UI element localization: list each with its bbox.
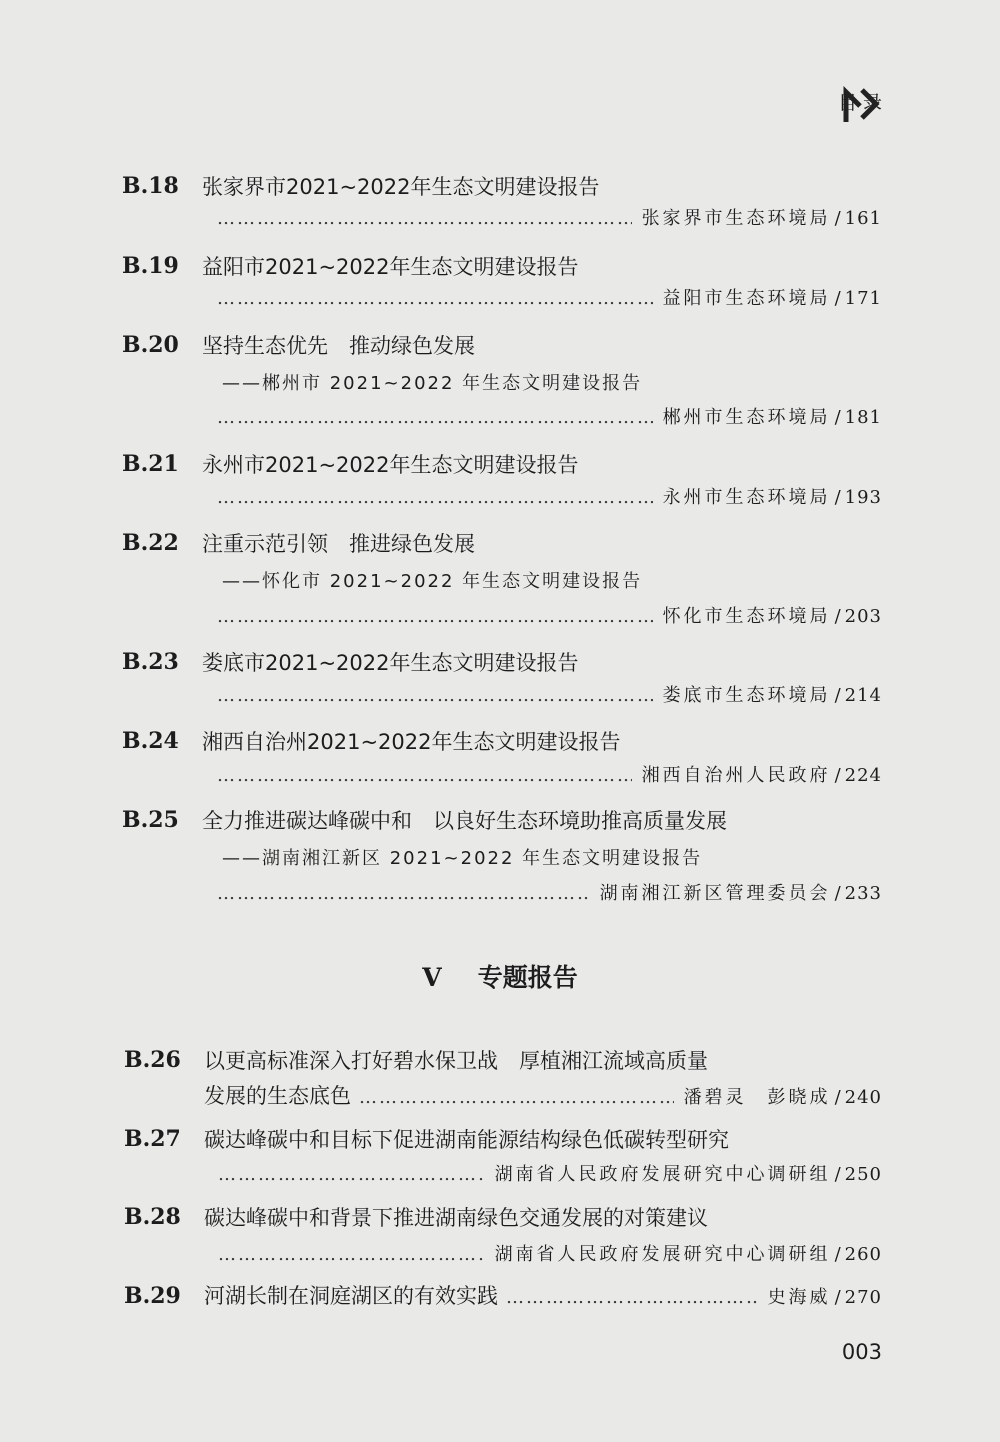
entry-code: B.18	[122, 173, 179, 199]
entry-code: B.21	[122, 451, 179, 477]
page-number: 003	[841, 1340, 882, 1364]
section-number: V	[422, 963, 442, 992]
entry-leader: …………………………………………………………………………………………………………………………………… 湘西自治州人民政府 / 224	[217, 761, 882, 787]
entry-page: 233	[844, 883, 882, 904]
entry-author: 永州市生态环境局	[662, 487, 831, 508]
entry-title: 碳达峰碳中和目标下促进湖南能源结构绿色低碳转型研究	[204, 1128, 729, 1152]
entry-code: B.29	[124, 1283, 181, 1309]
leader-dots	[218, 1244, 485, 1265]
entry-code: B.20	[122, 332, 179, 358]
entry-author: 娄底市生态环境局	[662, 685, 831, 706]
page-header-title: 目 录	[837, 92, 882, 114]
leader-dots	[217, 288, 653, 309]
leader-dots	[506, 1287, 758, 1308]
entry-code: B.26	[124, 1047, 181, 1073]
entry-author: 湖南省人民政府发展研究中心调研组	[494, 1164, 831, 1185]
entry-author: 湘西自治州人民政府	[641, 765, 831, 786]
leader-dots	[217, 883, 590, 904]
entry-title: 永州市2021~2022年生态文明建设报告	[202, 453, 579, 477]
leader-dots	[217, 407, 653, 428]
entry-page: 161	[844, 208, 882, 229]
section-title: 专题报告	[477, 963, 578, 992]
entry-page: 214	[844, 685, 882, 706]
entry-code: B.19	[122, 253, 179, 279]
entry-title: 湘西自治州2021~2022年生态文明建设报告	[202, 730, 621, 754]
entry-code: B.28	[124, 1204, 181, 1230]
leader-dots	[217, 685, 653, 706]
entry-author: 益阳市生态环境局	[662, 288, 831, 309]
entry-title: 碳达峰碳中和背景下推进湖南绿色交通发展的对策建议	[204, 1206, 708, 1230]
leader-dots	[217, 487, 653, 508]
entry-code: B.22	[122, 530, 179, 556]
entry-page: 240	[844, 1087, 882, 1108]
entry-leader: …………………………………………………………………………………………………………………………………… 益阳市生态环境局 / 171	[217, 284, 882, 310]
entry-title: 坚持生态优先 推动绿色发展	[202, 334, 475, 358]
entry-page: 193	[844, 487, 882, 508]
entry-leader: …………………………………………………………………………………………………………………………………… 怀化市生态环境局 / 203	[217, 602, 882, 628]
entry-page: 171	[844, 288, 882, 309]
entry-leader: …………………………………………………………………………………………………………………………………… 娄底市生态环境局 / 214	[217, 681, 882, 707]
entry-code: B.25	[122, 807, 179, 833]
entry-page: 250	[844, 1164, 882, 1185]
entry-title-line2: 发展的生态底色	[204, 1084, 351, 1108]
leader-dots	[217, 765, 632, 786]
leader-dots	[217, 606, 653, 627]
entry-code: B.24	[122, 728, 179, 754]
entry-subtitle: ——湖南湘江新区 2021~2022 年生态文明建设报告	[222, 848, 703, 869]
book-corner-icon	[837, 82, 882, 128]
entry-page: 203	[844, 606, 882, 627]
entry-author: 湖南湘江新区管理委员会	[599, 883, 831, 904]
entry-author: 湖南省人民政府发展研究中心调研组	[494, 1244, 831, 1265]
leader-dots	[359, 1087, 674, 1108]
entry-code: B.27	[124, 1126, 181, 1152]
section-heading	[0, 958, 1000, 994]
entry-leader: …………………………………………………………………………………………………………………………………… 张家界市生态环境局 / 161	[217, 204, 882, 230]
entry-author: 潘碧灵 彭晓成	[683, 1087, 831, 1108]
entry-leader: …………………………………………………………………………………………………………………………………… 湖南省人民政府发展研究中心调研组 / 260	[218, 1240, 882, 1266]
entry-title: 全力推进碳达峰碳中和 以良好生态环境助推高质量发展	[202, 809, 727, 833]
entry-page: 260	[844, 1244, 882, 1265]
entry-page: 224	[844, 765, 882, 786]
entry-page: 270	[844, 1287, 882, 1308]
entry-author: 怀化市生态环境局	[662, 606, 831, 627]
entry-author: 郴州市生态环境局	[662, 407, 831, 428]
entry-leader: …………………………………………………………………………………………………………………………………… 湖南省人民政府发展研究中心调研组 / 250	[218, 1160, 882, 1186]
entry-title: 注重示范引领 推进绿色发展	[202, 532, 475, 556]
leader-dots	[217, 208, 632, 229]
entry-leader: 河湖长制在洞庭湖区的有效实践 …………………………………………………………………………………………………………………………………… 史海威 / 270	[204, 1280, 882, 1310]
entry-subtitle: ——怀化市 2021~2022 年生态文明建设报告	[222, 571, 643, 592]
leader-dots	[218, 1164, 485, 1185]
entry-title: 以更高标准深入打好碧水保卫战 厚植湘江流域高质量	[204, 1049, 708, 1073]
entry-title: 益阳市2021~2022年生态文明建设报告	[202, 255, 579, 279]
entry-leader: 发展的生态底色 …………………………………………………………………………………………………………………………………… 潘碧灵 彭晓成 / 240	[204, 1080, 882, 1110]
entry-author: 史海威	[767, 1287, 831, 1308]
entry-title: 娄底市2021~2022年生态文明建设报告	[202, 651, 579, 675]
entry-leader: …………………………………………………………………………………………………………………………………… 郴州市生态环境局 / 181	[217, 403, 882, 429]
entry-code: B.23	[122, 649, 179, 675]
entry-leader: …………………………………………………………………………………………………………………………………… 湖南湘江新区管理委员会 / 233	[217, 879, 882, 905]
entry-author: 张家界市生态环境局	[641, 208, 831, 229]
entry-title: 河湖长制在洞庭湖区的有效实践	[204, 1284, 498, 1308]
entry-leader: …………………………………………………………………………………………………………………………………… 永州市生态环境局 / 193	[217, 483, 882, 509]
entry-title: 张家界市2021~2022年生态文明建设报告	[202, 175, 600, 199]
entry-page: 181	[844, 407, 882, 428]
entry-subtitle: ——郴州市 2021~2022 年生态文明建设报告	[222, 373, 643, 394]
